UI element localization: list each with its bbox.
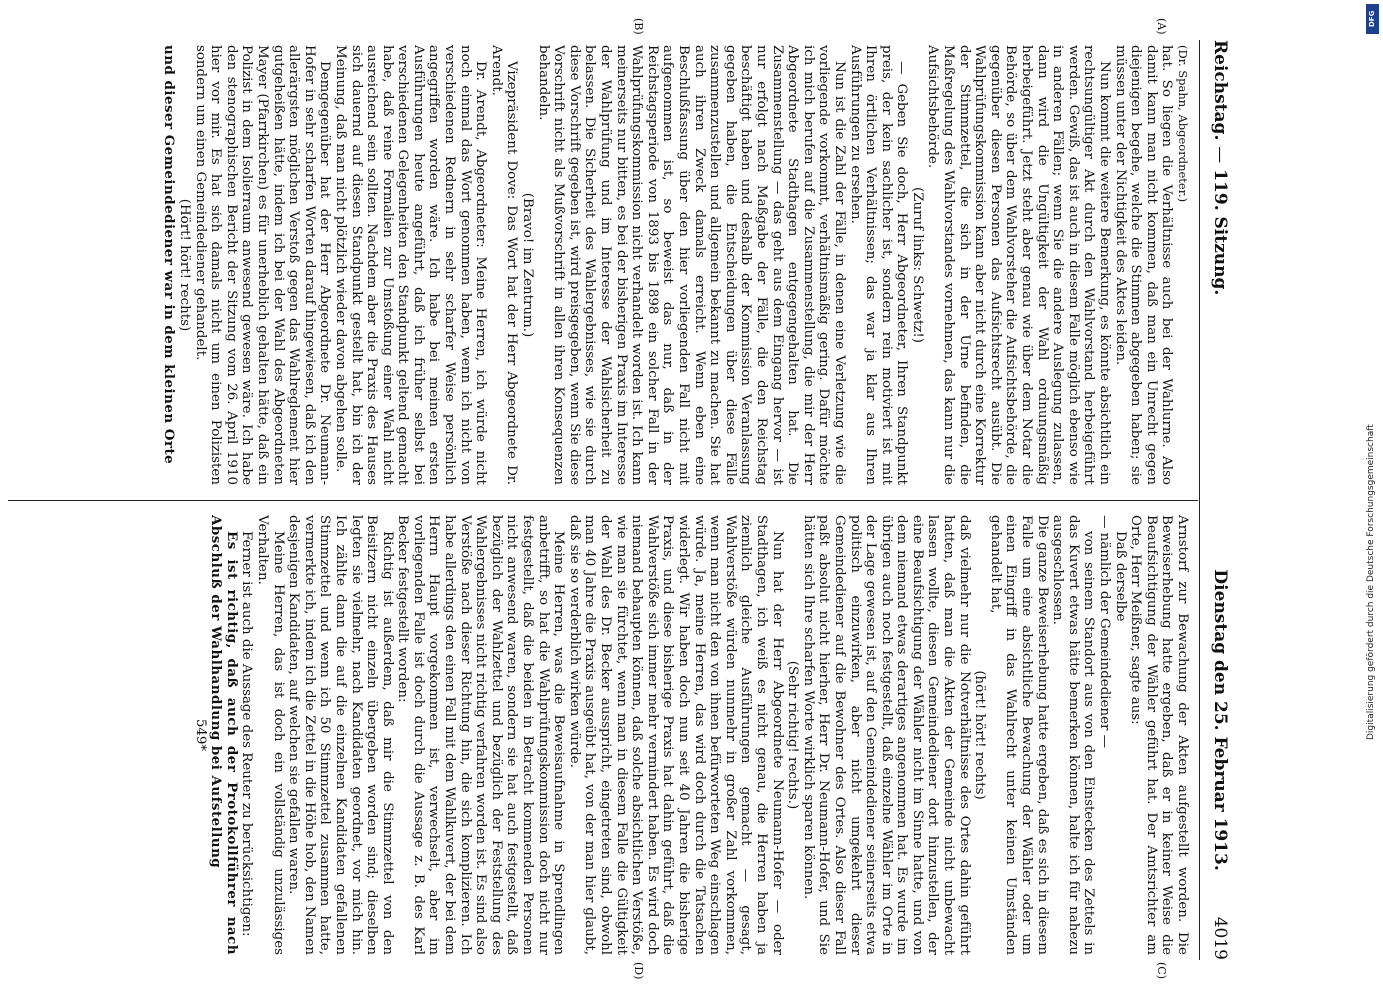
margin-mark-c: (C) bbox=[1155, 962, 1168, 979]
speaker-reference: (Dr. Spahn, Abgeordneter.) bbox=[1176, 45, 1190, 203]
right-column bbox=[10, 515, 1190, 955]
interjection: (hört! hört! rechts) bbox=[972, 670, 988, 800]
paragraph: Meine Herren, was die Beweisaufnahme in Sprendlingen anbetrifft, so hat die Wahlprüfungskommission doch nicht nur festgestellt, daß die beiden in Betracht kommenden Personen nicht anwesend waren, sondern sie hat auch festgestellt, daß bezüglich der Wahlzettel und bezüglich der Feststellung des Wahlergebnisses nicht richtig verfahren worden ist. Es sind also Verstöße nach dieser Richtung hin, die sich komplizieren. Ich habe allerdings den einen Fall mit dem Wahlkuvert, der bei dem Herrn Haupt vorgekommen ist, verwechselt, aber im vorliegenden Falle ist doch durch die Aussage z. B. des Karl Becker festgestellt worden: bbox=[395, 515, 567, 955]
paragraph: Dr. Arendt, Abgeordneter: Meine Herren, ich würde nicht noch einmal das Wort genommen haben, wenn ich nicht von verschiedenen Rednern in sehr scharfer Weise persönlich angegriffen worden wäre. Ich habe bei meinen ersten Ausführungen heute angeführt, daß ich früher selbst bei verschiedenen Gelegenheiten den Standpunkt geltend gemacht habe, daß reine Formalien zur Umstoßung einer Wahl nicht ausreichend sein sollten. Nachdem aber die Praxis des Hauses sich dauernd auf diesen Standpunkt gestellt hat, bin ich der Meinung, daß man nicht plötzlich wieder davon abgehen solle. bbox=[332, 45, 489, 485]
column-divider bbox=[8, 500, 1198, 501]
margin-mark-b: (B) bbox=[632, 18, 645, 35]
interjection: (Sehr richtig! rechts.) bbox=[785, 660, 801, 810]
paragraph: Meine Herren, das ist doch ein vollständig unzulässiges Verhalten. bbox=[254, 515, 286, 955]
quote: Daß derselbe bbox=[1112, 531, 1128, 622]
funding-text: Digitalisierung gefördert durch die Deutsche Forschungsgemeinschaft bbox=[1366, 424, 1376, 740]
header-right bbox=[1210, 569, 1230, 960]
interjection: (Zuruf links: Schwetz!) bbox=[909, 186, 925, 344]
header-rule bbox=[1199, 40, 1200, 960]
signature-mark: 549* bbox=[192, 718, 208, 752]
interjection: (Bravo! im Zentrum.) bbox=[520, 192, 536, 338]
quote: — nämlich der Gemeindediener — bbox=[1097, 515, 1113, 749]
paragraph: Nun kommt die weitere Bemerkung, es könnte absichtlich ein rechtsungültiger Akt durch den Wahlvorstand herbeigeführt werden. Gewiß, das ist auch in diesem Falle möglich ebenso wie in anderen Fällen; wenn Sie die andere Auslegung zulassen, dann wird die Ungültigkeit der Wahl ordnungsmäßig herbeigeführt. Jetzt steht aber genau wie über dem Notar die Behörde, so über dem Wahlvorsteher die Aufsichtsbehörde, die gegenüber diesen Personen das Aufsichtsrecht ausübt. Die Wahlprüfungskommission kann aber nicht durch eine Korrektur der Stimmzettel, die sich in der Urne befinden, die Maßregelung des Wahlvorstandes vornehmen, das kann nur die Aufsichtsbehörde. bbox=[925, 45, 1113, 485]
left-column bbox=[10, 45, 1190, 485]
paragraph: — Geben Sie doch, Herr Abgeordneter, Ihren Standpunkt preis, der kein sachlicher ist, sondern rein motiviert ist mit Ihren örtlichen Verhältnissen; das war ja klar aus Ihren Ausführungen zu ersehen. bbox=[847, 45, 910, 485]
margin-mark-a: (A) bbox=[1155, 18, 1168, 35]
page-header bbox=[1200, 40, 1240, 960]
header-chamber: Reichstag. bbox=[1210, 40, 1230, 141]
paragraph: daß vielmehr nur die Notverhältnisse des Ortes dahin geführt hatten, daß man die Akten der Gemeinde nicht unbewacht lassen wollte, diesen Gemeindediener dort hinzustellen, der eine Beaufsichtigung der Wähler nicht im Sinne hatte, und von dem niemand etwas derartiges angenommen hat. Es wurde im übrigen auch noch festgestellt, daß einzelne Wähler im Orte in der Lage gewesen ist, auf den Gemeindediener seinerseits etwa politisch einzuwirken, aber nicht umgekehrt dieser Gemeindediener auf die Bewohner des Ortes. Also dieser Fall paßt absolut nicht hierher, Herr Dr. Neumann-Hofer, und Sie hätten sich Ihre scharfen Worte wirklich sparen können. bbox=[800, 515, 972, 955]
interjection: (Hört! hört! rechts) bbox=[177, 198, 192, 332]
quote: Richtig ist außerdem, daß mir die Stimmzettel von den Beisitzern nicht einzeln übergeben worden sind; dieselben legten sie vielmehr, nach Kandidaten geordnet, vor mich hin. Ich zählte dann die auf die einzelnen Kandidaten gefallenen Stimmzettel und wenn ich 50 Stimmzettel zusammen hatte, vermerkte ich, indem ich die Zettel in die Höhe hob, den Namen desjenigen Kandidaten, auf welchen sie gefallen waren. bbox=[286, 515, 395, 955]
dfg-logo: DFG bbox=[1366, 4, 1379, 34]
header-date: Dienstag den 25. Februar 1913. bbox=[1210, 569, 1230, 871]
paragraph: Ferner ist auch die Aussage des Reuter zu berücksichtigen: bbox=[239, 531, 255, 937]
paragraph: und dieser Gemeindediener war in dem kleinen Orte bbox=[161, 45, 178, 465]
header-session: 119. Sitzung. bbox=[1210, 169, 1230, 296]
funding-notice bbox=[1366, 4, 1380, 994]
margin-mark-d: (D) bbox=[632, 962, 645, 980]
page-number: 4019 bbox=[1210, 916, 1230, 960]
paragraph: Arnstorf zur Bewachung der Akten aufgestellt worden. Die Beweiserhebung hatte ergeben, daß er in keiner Weise die Beaufsichtigung der Wähler geführt hat. Der Amtsrichter am Orte, Herr Meißner, sagte aus: bbox=[1128, 515, 1190, 955]
header-separator: — bbox=[1210, 146, 1230, 164]
paragraph: hat. So liegen die Verhältnisse auch bei der Wahlurne. Also damit kann man nicht kommen, daß man ein Unrecht gegen diejenigen begehe, welche die Stimmen abgegeben haben; sie müssen unter der Nichtigkeit des Aktes leiden. bbox=[1112, 45, 1175, 485]
quote: Es ist richtig, daß auch der Protokollführer nach Abschluß der Wahlhandlung bei Aufstellung bbox=[208, 515, 240, 955]
paragraph: Demgegenüber hat der Herr Abgeordnete Dr. Neumann-Hofer in sehr scharfen Worten darauf hingewiesen, daß ich den allerärgsten möglichen Verstoß gegen das Wahlreglement hier gutgeheißen hätte, indem ich bei der Wahl des Abgeordneten Mayer (Pfarrkirchen) es für unerheblich gehalten hätte, daß ein Polizist in dem Isolierraum anwesend gewesen wäre. Ich habe den stenographischen Bericht der Sitzung vom 26. April 1910 hier vor mir. Es hat sich damals nicht um einen Polizisten sondern um einen Gemeindediener gehandelt. bbox=[192, 45, 333, 485]
paragraph: Nun hat der Herr Abgeordnete Neumann-Hofer — oder Stadthagen, ich weiß es nicht genau, die Herren haben ja ziemlich gleiche Ausführungen gemacht — gesagt, Wahlverstöße würden nunmehr in großer Zahl vorkommen, wenn man nicht den von ihnen befürworteten Weg einschlagen würde. Ja, meine Herren, das wird doch durch die Tatsachen widerlegt. Wir haben doch nun seit 40 Jahren die bisherige Praxis, und diese bisherige Praxis hat dahin geführt, daß die Wahlverstöße sich immer mehr vermindert haben. Es wird doch niemand behaupten können, daß solche absichtlichen Verstöße, wie man sie fürchtet, wenn man in diesem Falle die Gültigkeit der Wahl des Dr. Becker ausspricht, eingetreten sind, obwohl man 40 Jahre die Praxis ausgeübt hat, von der man hier glaubt, daß sie so verderblich wirken würde. bbox=[566, 515, 785, 955]
paragraph: Die ganze Beweiserhebung hatte ergeben, daß es sich in diesem Falle um eine absichtliche Bewachung der Wähler oder um einen Eingriff in das Wahlrecht unter keinen Umständen gehandelt hat, bbox=[987, 515, 1050, 955]
header-left bbox=[1210, 40, 1230, 295]
paragraph: Nun ist die Zahl der Fälle, in denen eine Verletzung wie die vorliegende vorkommt, verhältnismäßig gering. Dafür möchte ich mich berufen auf die Zusammenstellung, die mir der Herr Abgeordnete Stadthagen entgegengehalten hat. Die Zusammenstellung — das geht aus dem Eingang hervor — ist nur erfolgt nach Maßgabe der Fälle, die den Reichstag beschäftigt haben und deshalb der Kommission Veranlassung gegeben haben, die Entscheidungen über diese Fälle zusammenzustellen und allgemein bekannt zu machen. Sie hat auch ihren Zweck damals erreicht. Wenn eben eine Beschlußfassung über den hier vorliegenden Fall nicht mit aufgenommen ist, so beweist das nur, daß in der Reichstagsperiode von 1893 bis 1898 ein solcher Fall in der Wahlprüfungskommission nicht verhandelt worden ist. Ich kann meinerseits nur bitten, es bei der bisherigen Praxis im Interesse der Wahlprüfung und im Interesse der Wahlsicherheit zu belassen. Die Sicherheit des Wahlergebnisses, wie sie durch diese Vorschrift gegeben ist, wird preisgegeben, wenn Sie diese Vorschrift nicht als Mußvorschrift in allen ihren Konsequenzen behandeln. bbox=[535, 45, 847, 485]
paragraph: Vizepräsident Dove: Das Wort hat der Herr Abgeordnete Dr. Arendt. bbox=[488, 45, 520, 485]
quote: von seinem Standort aus von den Einstecken des Zettels in das Kuvert etwas hätte bemerken können, halte ich für nahezu ausgeschlossen. bbox=[1050, 515, 1097, 955]
